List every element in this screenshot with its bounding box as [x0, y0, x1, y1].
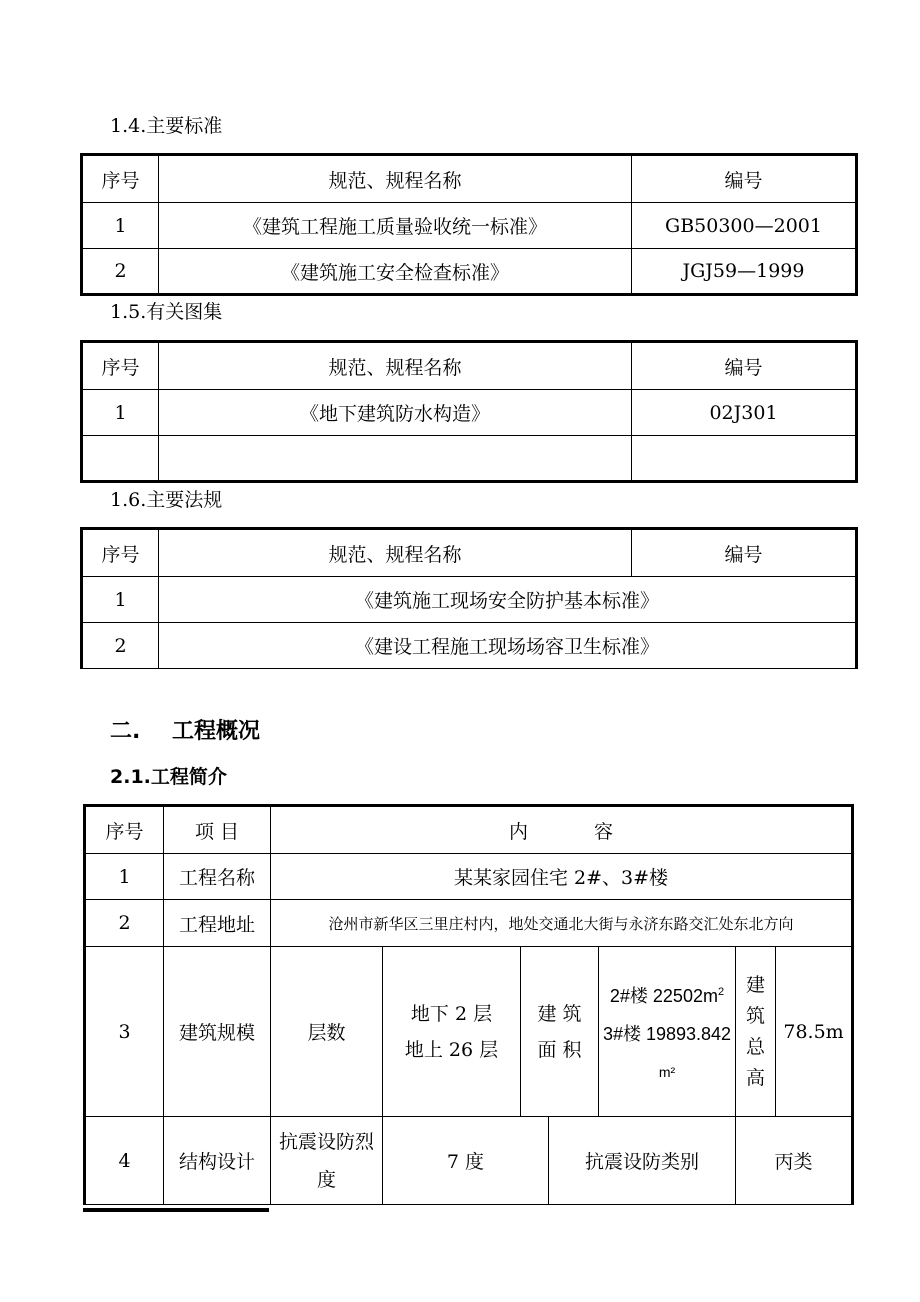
cell-name: 《建设工程施工现场场容卫生标准》: [159, 623, 857, 669]
cell-no: 2: [82, 249, 159, 295]
area-label-line-2: 面 积: [537, 1038, 582, 1061]
table-row: [82, 203, 857, 249]
header-no: 序号: [82, 529, 159, 577]
height-label-char: 筑: [745, 1004, 765, 1027]
cell-no: 2: [82, 623, 159, 669]
cell-code: JGJ59—1999: [632, 249, 857, 295]
project-address: 沧州市新华区三里庄村内，地处交通北大街与永济东路交汇处东北方向: [271, 900, 853, 947]
cell-item: 建筑规模: [164, 947, 271, 1117]
area-label: [521, 947, 599, 1117]
cell-no: 1: [82, 390, 159, 436]
cell-item: 工程地址: [164, 900, 271, 947]
height-label: [736, 947, 776, 1117]
cell-name: 《建筑工程施工质量验收统一标准》: [159, 203, 632, 249]
section-heading-2-1: 2.1.工程简介: [110, 766, 227, 788]
area-building-3-unit: m²: [658, 1063, 676, 1080]
floors-value: [383, 947, 521, 1117]
header-code: 编号: [632, 342, 857, 390]
header-no: 序号: [85, 806, 164, 854]
area-2-unit: 2: [717, 985, 725, 998]
seismic-label-line-1: 抗震设防烈: [278, 1130, 374, 1153]
header-item: 项 目: [164, 806, 271, 854]
cell-no: [82, 436, 159, 482]
table-row: [85, 854, 853, 900]
cell-no: 1: [85, 854, 164, 900]
cell-name: 《地下建筑防水构造》: [159, 390, 632, 436]
seismic-intensity-label: [271, 1117, 383, 1205]
section-heading-1-6: 1.6.主要法规: [110, 489, 223, 511]
area-2-text: 2#楼 22502m: [609, 985, 718, 1006]
standards-table: [80, 153, 858, 296]
header-no: 序号: [82, 342, 159, 390]
table-bottom-rule: [83, 1208, 269, 1212]
table-row: [82, 390, 857, 436]
table-row: [85, 900, 853, 947]
seismic-category-label: 抗震设防类别: [549, 1117, 736, 1205]
header-code: 编号: [632, 529, 857, 577]
cell-no: 1: [82, 577, 159, 623]
header-name: 规范、规程名称: [159, 529, 632, 577]
cell-item: 结构设计: [164, 1117, 271, 1205]
chapter-number: 二.: [110, 719, 141, 744]
table-row: [82, 577, 857, 623]
cell-code: 02J301: [632, 390, 857, 436]
chapter-title: 工程概况: [172, 719, 261, 744]
regulations-table: [80, 527, 858, 669]
cell-name: 《建筑施工安全检查标准》: [159, 249, 632, 295]
height-value: 78.5m: [776, 947, 853, 1117]
seismic-label-line-2: 度: [316, 1168, 336, 1191]
area-value: [599, 947, 736, 1117]
table-row: [85, 1117, 853, 1205]
cell-no: 1: [82, 203, 159, 249]
project-overview-table: [83, 804, 854, 1205]
cell-name: [159, 436, 632, 482]
area-label-line-1: 建 筑: [537, 1002, 582, 1025]
section-heading-1-5: 1.5.有关图集: [110, 301, 223, 323]
seismic-category-value: 丙类: [736, 1117, 853, 1205]
height-label-char: 高: [745, 1066, 765, 1089]
area-building-2: [599, 973, 735, 1015]
cell-code: [632, 436, 857, 482]
table-row: [82, 623, 857, 669]
header-name: 规范、规程名称: [159, 342, 632, 390]
height-label-char: 建: [745, 973, 765, 996]
height-label-char: 总: [745, 1035, 765, 1058]
header-name: 规范、规程名称: [159, 155, 632, 203]
table-row: [85, 947, 853, 1117]
cell-item: 工程名称: [164, 854, 271, 900]
floors-aboveground: 地上 26 层: [404, 1038, 499, 1061]
cell-name: 《建筑施工现场安全防护基本标准》: [159, 577, 857, 623]
table-row: [82, 436, 857, 482]
project-name: 某某家园住宅 2#、3#楼: [271, 854, 853, 900]
header-content: 内 容: [271, 806, 853, 854]
area-building-3: 3#楼 19893.842: [602, 1023, 732, 1044]
table-row: [82, 249, 857, 295]
seismic-intensity-value: 7 度: [383, 1117, 549, 1205]
cell-code: GB50300—2001: [632, 203, 857, 249]
cell-no: 4: [85, 1117, 164, 1205]
cell-no: 2: [85, 900, 164, 947]
cell-no: 3: [85, 947, 164, 1117]
header-no: 序号: [82, 155, 159, 203]
floors-label: 层数: [271, 947, 383, 1117]
atlas-table: [80, 340, 858, 483]
header-code: 编号: [632, 155, 857, 203]
section-heading-1-4: 1.4.主要标准: [110, 115, 223, 137]
floors-underground: 地下 2 层: [410, 1002, 493, 1025]
